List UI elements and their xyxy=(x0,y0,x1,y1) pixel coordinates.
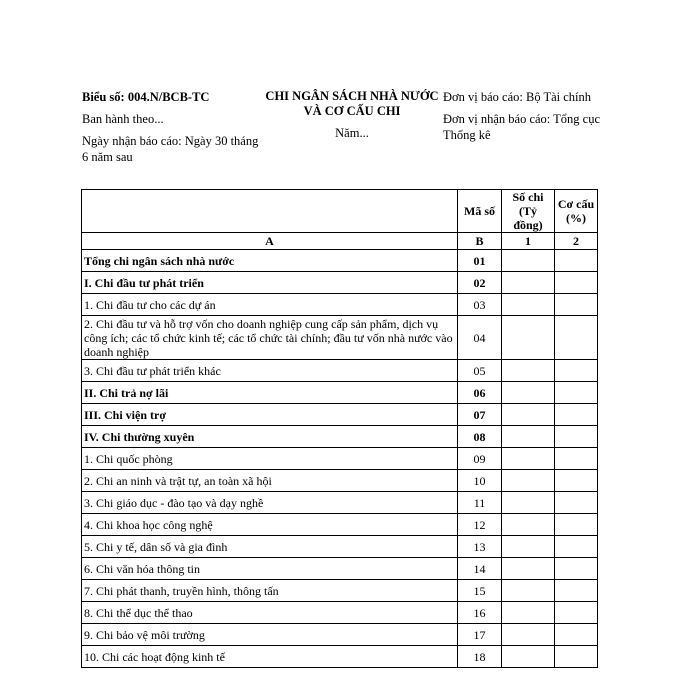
row-label: 6. Chi văn hóa thông tin xyxy=(82,558,458,580)
row-label: 1. Chi quốc phòng xyxy=(82,448,458,470)
row-percent-cell xyxy=(555,448,598,470)
column-header-percent: Cơ cấu (%) xyxy=(555,190,598,233)
table-header-row xyxy=(82,190,598,233)
table-row xyxy=(82,250,598,272)
table-row xyxy=(82,470,598,492)
header-center xyxy=(262,89,442,141)
row-percent-cell xyxy=(555,294,598,316)
header-right xyxy=(443,89,623,143)
row-amount-cell xyxy=(502,624,555,646)
row-code: 09 xyxy=(458,448,502,470)
table-row xyxy=(82,404,598,426)
row-code: 15 xyxy=(458,580,502,602)
table-row xyxy=(82,316,598,360)
row-code: 01 xyxy=(458,250,502,272)
report-year: Năm... xyxy=(335,126,369,140)
row-amount-cell xyxy=(502,602,555,624)
row-code: 10 xyxy=(458,470,502,492)
row-percent-cell xyxy=(555,492,598,514)
row-amount-cell xyxy=(502,404,555,426)
row-amount-cell xyxy=(502,470,555,492)
row-amount-cell xyxy=(502,360,555,382)
column-index-amount: 1 xyxy=(502,233,555,250)
column-header-name xyxy=(82,190,458,233)
report-title: CHI NGÂN SÁCH NHÀ NƯỚC VÀ CƠ CẤU CHI xyxy=(265,89,439,118)
row-percent-cell xyxy=(555,624,598,646)
row-label: I. Chi đầu tư phát triển xyxy=(82,272,458,294)
row-label: 3. Chi đầu tư phát triển khác xyxy=(82,360,458,382)
row-code: 05 xyxy=(458,360,502,382)
row-code: 06 xyxy=(458,382,502,404)
row-code: 11 xyxy=(458,492,502,514)
row-percent-cell xyxy=(555,404,598,426)
row-amount-cell xyxy=(502,316,555,360)
row-amount-cell xyxy=(502,250,555,272)
table-row xyxy=(82,426,598,448)
row-code: 03 xyxy=(458,294,502,316)
row-percent-cell xyxy=(555,250,598,272)
header-left xyxy=(82,89,262,165)
row-amount-cell xyxy=(502,426,555,448)
table-row xyxy=(82,558,598,580)
row-percent-cell xyxy=(555,382,598,404)
row-percent-cell xyxy=(555,646,598,668)
table-row xyxy=(82,294,598,316)
row-code: 04 xyxy=(458,316,502,360)
column-header-code: Mã số xyxy=(458,190,502,233)
row-percent-cell xyxy=(555,558,598,580)
table-row xyxy=(82,602,598,624)
row-code: 13 xyxy=(458,536,502,558)
row-percent-cell xyxy=(555,602,598,624)
table-row xyxy=(82,492,598,514)
row-amount-cell xyxy=(502,558,555,580)
row-label: II. Chi trả nợ lãi xyxy=(82,382,458,404)
row-label: 3. Chi giáo dục - đào tạo và dạy nghề xyxy=(82,492,458,514)
form-code: Biểu số: 004.N/BCB-TC xyxy=(82,90,210,104)
table-row xyxy=(82,360,598,382)
row-label: 5. Chi y tế, dân số và gia đình xyxy=(82,536,458,558)
table-row xyxy=(82,514,598,536)
column-header-amount: Số chi (Tỷ đồng) xyxy=(502,190,555,233)
row-percent-cell xyxy=(555,272,598,294)
table-row xyxy=(82,272,598,294)
row-label: 10. Chi các hoạt động kinh tế xyxy=(82,646,458,668)
row-amount-cell xyxy=(502,272,555,294)
column-index-code: B xyxy=(458,233,502,250)
row-label: 7. Chi phát thanh, truyền hình, thông tấn xyxy=(82,580,458,602)
table-row xyxy=(82,382,598,404)
row-label: 2. Chi an ninh và trật tự, an toàn xã hội xyxy=(82,470,458,492)
row-percent-cell xyxy=(555,580,598,602)
row-code: 17 xyxy=(458,624,502,646)
reporting-unit: Đơn vị báo cáo: Bộ Tài chính xyxy=(443,90,592,104)
row-code: 16 xyxy=(458,602,502,624)
column-index-name: A xyxy=(82,233,458,250)
row-percent-cell xyxy=(555,316,598,360)
table-row xyxy=(82,624,598,646)
row-percent-cell xyxy=(555,470,598,492)
row-code: 02 xyxy=(458,272,502,294)
row-code: 14 xyxy=(458,558,502,580)
row-label: 4. Chi khoa học công nghệ xyxy=(82,514,458,536)
row-label: Tổng chi ngân sách nhà nước xyxy=(82,250,458,272)
row-amount-cell xyxy=(502,646,555,668)
receiving-unit: Đơn vị nhận báo cáo: Tổng cục Thống kê xyxy=(443,112,601,142)
receive-date: Ngày nhận báo cáo: Ngày 30 tháng 6 năm sau xyxy=(82,134,259,164)
row-percent-cell xyxy=(555,360,598,382)
row-percent-cell xyxy=(555,514,598,536)
row-label: III. Chi viện trợ xyxy=(82,404,458,426)
row-label: IV. Chi thường xuyên xyxy=(82,426,458,448)
row-code: 18 xyxy=(458,646,502,668)
row-amount-cell xyxy=(502,514,555,536)
row-label: 8. Chi thể dục thể thao xyxy=(82,602,458,624)
table-row xyxy=(82,646,598,668)
row-label: 9. Chi bảo vệ môi trường xyxy=(82,624,458,646)
row-amount-cell xyxy=(502,492,555,514)
row-code: 12 xyxy=(458,514,502,536)
table-row xyxy=(82,536,598,558)
row-amount-cell xyxy=(502,448,555,470)
table-row xyxy=(82,580,598,602)
column-index-row xyxy=(82,233,598,250)
row-amount-cell xyxy=(502,536,555,558)
row-code: 07 xyxy=(458,404,502,426)
row-percent-cell xyxy=(555,426,598,448)
row-label: 2. Chi đầu tư và hỗ trợ vốn cho doanh nghiệp cung cấp sản phẩm, dịch vụ công ích; các tổ chức kinh tế; các tổ chức tài chính; đầu tư vốn nhà nước vào doanh nghiệp xyxy=(82,316,458,360)
row-amount-cell xyxy=(502,382,555,404)
row-amount-cell xyxy=(502,294,555,316)
row-code: 08 xyxy=(458,426,502,448)
table-row xyxy=(82,448,598,470)
row-label: 1. Chi đầu tư cho các dự án xyxy=(82,294,458,316)
row-percent-cell xyxy=(555,536,598,558)
column-index-percent: 2 xyxy=(555,233,598,250)
issued-by: Ban hành theo... xyxy=(82,112,164,126)
row-amount-cell xyxy=(502,580,555,602)
budget-table xyxy=(81,189,598,668)
